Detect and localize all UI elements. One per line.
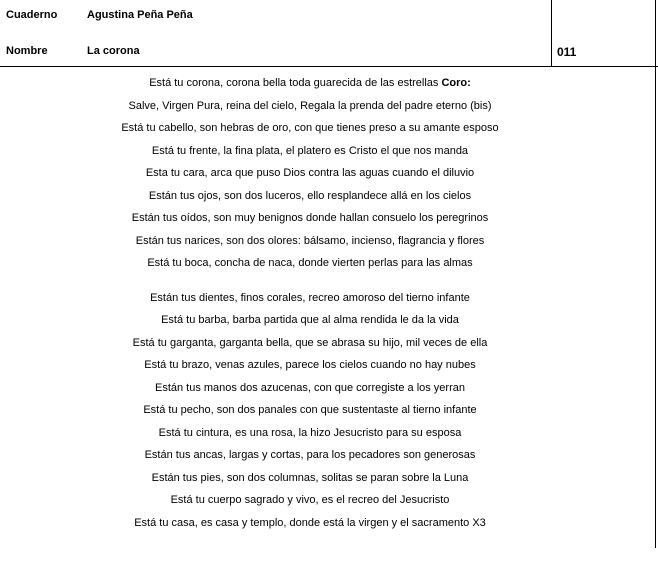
document-number: 011 xyxy=(557,45,577,59)
verse-line: Está tu casa, es casa y templo, donde está la virgen y el sacramento X3 xyxy=(134,516,486,529)
verse-line: Está tu frente, la fina plata, el platero es Cristo el que nos manda xyxy=(151,144,469,157)
verse-line: Está tu garganta, garganta bella, que se abrasa su hijo, mil veces de ella xyxy=(132,336,488,349)
verse-line-text: Está tu corona, corona bella toda guarecida de las estrellas xyxy=(149,77,439,89)
cuaderno-value: Agustina Peña Peña xyxy=(87,9,193,21)
verse-line: Está tu cuerpo sagrado y vivo, es el recreo del Jesucristo xyxy=(170,494,450,506)
verse-line: Salve, Virgen Pura, reina del cielo, Regala la prenda del padre eterno (bis) xyxy=(128,99,492,112)
coro-label: Coro: xyxy=(441,77,471,89)
nombre-value: La corona xyxy=(87,45,140,57)
document-header xyxy=(0,0,658,67)
verse-line: Está tu cintura, es una rosa, la hizo Jesucristo para su esposa xyxy=(158,426,462,439)
verse-line: Están tus narices, son dos olores: bálsamo, incienso, flagrancia y flores xyxy=(135,234,485,247)
verse-line: Está tu brazo, venas azules, parece los cielos cuando no hay nubes xyxy=(144,359,476,371)
verse-line: Están tus pies, son dos columnas, solitas se paran sobre la Luna xyxy=(151,471,469,484)
verse-line: Está tu boca, concha de naca, donde vierten perlas para las almas xyxy=(147,257,473,269)
cuaderno-label: Cuaderno xyxy=(6,9,58,21)
nombre-label: Nombre xyxy=(6,45,48,57)
verse-line: Está tu cabello, son hebras de oro, con que tienes preso a su amante esposo xyxy=(121,122,499,134)
stanza-gap xyxy=(0,275,620,287)
verse-body xyxy=(0,72,620,534)
verse-line: Está tu pecho, son dos panales con que sustentaste al tierno infante xyxy=(143,404,477,416)
verse-line: Está tu barba, barba partida que al alma rendida le da la vida xyxy=(161,314,459,326)
verse-line: Esta tu cara, arca que puso Dios contra las aguas cuando el diluvio xyxy=(145,167,475,179)
verse-line xyxy=(0,72,620,95)
verse-line: Están tus dientes, finos corales, recreo amoroso del tierno infante xyxy=(150,291,470,304)
page-right-border xyxy=(655,0,656,548)
verse-line: Están tus manos dos azucenas, con que corregiste a los yerran xyxy=(154,381,465,394)
verse-line: Están tus ojos, son dos luceros, ello resplandece allá en los cielos xyxy=(148,189,472,202)
verse-line: Están tus ancas, largas y cortas, para los pecadores son generosas xyxy=(144,449,476,461)
verse-line: Están tus oídos, son muy benignos donde hallan consuelo los peregrinos xyxy=(131,212,489,224)
header-divider xyxy=(551,0,552,66)
